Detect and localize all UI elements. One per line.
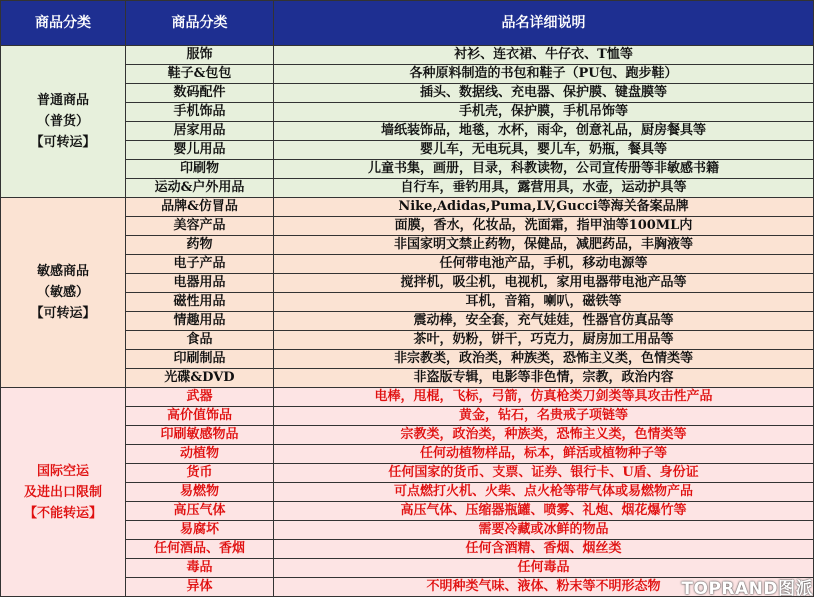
description-cell: 任何动植物样品，标本，鲜活或植物种子等 (274, 445, 814, 464)
header-description: 品名详细说明 (274, 1, 814, 46)
table-row (1, 388, 814, 407)
description-cell: 儿童书集，画册，目录，科教读物，公司宣传册等非敏感书籍 (274, 160, 814, 179)
description-cell: 非宗教类，政治类，种族类，恐怖主义类，色情类等 (274, 350, 814, 369)
category-cell: 电器用品 (126, 274, 274, 293)
description-cell: 任何毒品 (274, 559, 814, 578)
category-cell: 印刷物 (126, 160, 274, 179)
category-cell: 品牌&仿冒品 (126, 198, 274, 217)
description-cell: 耳机，音箱，喇叭，磁铁等 (274, 293, 814, 312)
description-cell: 高压气体、压缩器瓶罐、喷雾、礼炮、烟花爆竹等 (274, 502, 814, 521)
watermark-logo: TOPRAND图派 (681, 579, 813, 599)
description-cell: 非盗版专辑，电影等非色情，宗教，政治内容 (274, 369, 814, 388)
category-cell: 数码配件 (126, 84, 274, 103)
category-cell: 易腐坏 (126, 521, 274, 540)
category-cell: 印刷敏感物品 (126, 426, 274, 445)
group-label-line3: 【可转运】 (30, 306, 96, 321)
category-cell: 光碟&DVD (126, 369, 274, 388)
category-cell: 异体 (126, 578, 274, 597)
header-category-col2: 商品分类 (126, 1, 274, 46)
description-cell: 插头、数据线、充电器、保护膜、键盘膜等 (274, 84, 814, 103)
description-cell: 婴儿车，无电玩具，婴儿车，奶瓶，餐具等 (274, 141, 814, 160)
table-row (1, 198, 814, 217)
category-cell: 运动&户外用品 (126, 179, 274, 198)
category-cell: 鞋子&包包 (126, 65, 274, 84)
group-label-line2: 及进出口限制 (23, 484, 102, 500)
description-cell: 宗教类，政治类，种族类，恐怖主义类，色情类等 (274, 426, 814, 445)
description-cell: 不明种类气味、液体、粉末等不明形态物 (274, 578, 814, 597)
description-cell: Nike,Adidas,Puma,LV,Gucci等海关备案品牌 (274, 198, 814, 217)
group-label-line2: （敏感） (36, 285, 89, 300)
description-cell: 非国家明文禁止药物，保健品，减肥药品，丰胸液等 (274, 236, 814, 255)
group-label-line1: 普通商品 (36, 93, 89, 108)
general-goods-group-cell (1, 46, 126, 198)
category-cell: 电子产品 (126, 255, 274, 274)
category-cell: 高价值饰品 (126, 407, 274, 426)
description-cell: 自行车，垂钓用具，露营用具，水壶，运动护具等 (274, 179, 814, 198)
description-cell: 任何含酒精、香烟、烟丝类 (274, 540, 814, 559)
category-cell: 服饰 (126, 46, 274, 65)
header-category-col1: 商品分类 (1, 1, 126, 46)
group-label-line3: 【可转运】 (30, 135, 96, 150)
category-cell: 磁性用品 (126, 293, 274, 312)
category-cell: 美容产品 (126, 217, 274, 236)
group-label-line1: 敏感商品 (36, 264, 89, 279)
description-cell: 任何带电池产品，手机，移动电源等 (274, 255, 814, 274)
category-cell: 药物 (126, 236, 274, 255)
prohibited-goods-group-cell (1, 388, 126, 597)
category-cell: 手机饰品 (126, 103, 274, 122)
table-body (1, 46, 814, 597)
category-cell: 居家用品 (126, 122, 274, 141)
description-cell: 黄金，钻石，名贵戒子项链等 (274, 407, 814, 426)
description-cell: 茶叶，奶粉，饼干，巧克力，厨房加工用品等 (274, 331, 814, 350)
group-label-line2: （普货） (36, 114, 89, 129)
category-cell: 婴儿用品 (126, 141, 274, 160)
description-cell: 各种原料制造的书包和鞋子（PU包、跑步鞋） (274, 65, 814, 84)
category-cell: 毒品 (126, 559, 274, 578)
category-cell: 武器 (126, 388, 274, 407)
category-cell: 高压气体 (126, 502, 274, 521)
group-label-line3: 【不能转运】 (23, 505, 102, 521)
description-cell: 搅拌机，吸尘机，电视机，家用电器带电池产品等 (274, 274, 814, 293)
category-cell: 情趣用品 (126, 312, 274, 331)
description-cell: 任何国家的货币、支票、证券、银行卡、U盾、身份证 (274, 464, 814, 483)
description-cell: 衬衫、连衣裙、牛仔衣、T恤等 (274, 46, 814, 65)
description-cell: 墙纸装饰品，地毯，水杯，雨伞，创意礼品，厨房餐具等 (274, 122, 814, 141)
header-row (1, 1, 814, 46)
category-cell: 印刷制品 (126, 350, 274, 369)
description-cell: 震动棒，安全套，充气娃娃，性器官仿真品等 (274, 312, 814, 331)
description-cell: 手机壳，保护膜，手机吊饰等 (274, 103, 814, 122)
description-cell: 面膜，香水，化妆品，洗面霜，指甲油等100ML内 (274, 217, 814, 236)
description-cell: 需要冷藏或冰鲜的物品 (274, 521, 814, 540)
category-cell: 货币 (126, 464, 274, 483)
table-row (1, 46, 814, 65)
description-cell: 电棒，甩棍，飞标，弓箭，仿真枪类刀剑类等具攻击性产品 (274, 388, 814, 407)
category-cell: 易燃物 (126, 483, 274, 502)
category-cell: 食品 (126, 331, 274, 350)
category-cell: 动植物 (126, 445, 274, 464)
description-cell: 可点燃打火机、火柴、点火枪等带气体或易燃物产品 (274, 483, 814, 502)
sensitive-goods-group-cell (1, 198, 126, 388)
category-cell: 任何酒品、香烟 (126, 540, 274, 559)
group-label-line1: 国际空运 (36, 463, 89, 479)
